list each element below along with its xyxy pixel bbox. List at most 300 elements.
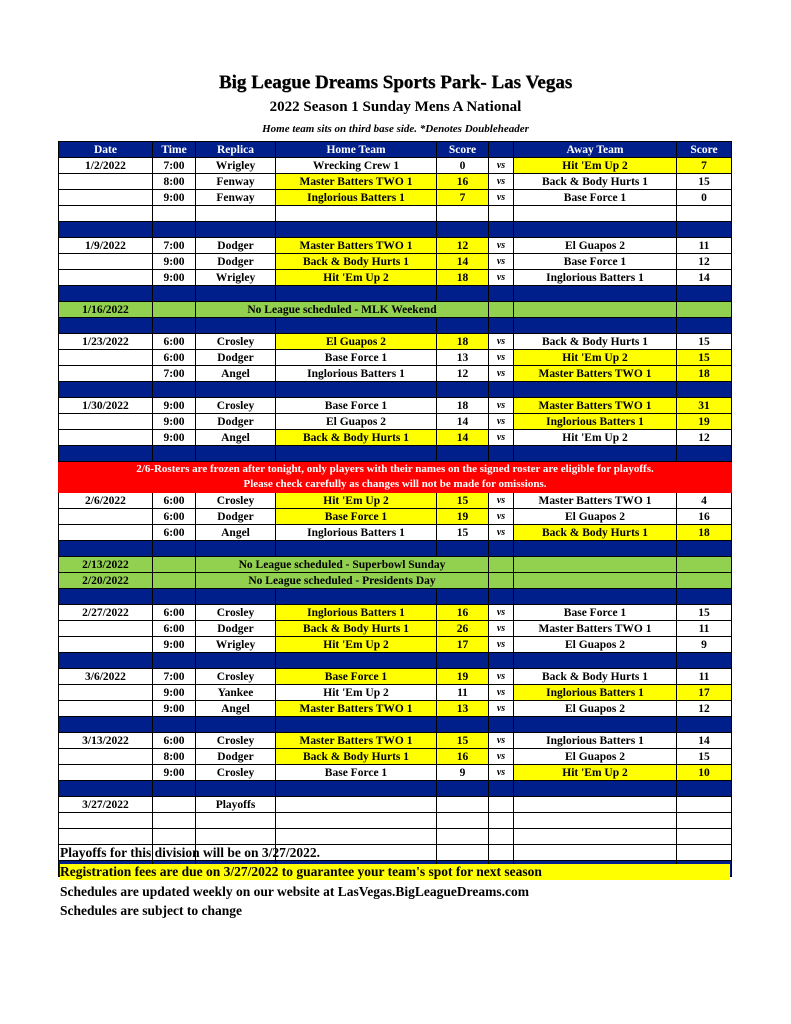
separator-cell bbox=[514, 781, 677, 797]
away-team: El Guapos 2 bbox=[514, 238, 677, 254]
vs-label: vs bbox=[489, 509, 514, 525]
separator-cell bbox=[677, 222, 732, 238]
no-league-score bbox=[677, 573, 732, 589]
away-score: 12 bbox=[677, 430, 732, 446]
game-row bbox=[59, 174, 732, 190]
separator-cell bbox=[677, 286, 732, 302]
game-date bbox=[59, 414, 153, 430]
game-date: 3/6/2022 bbox=[59, 669, 153, 685]
game-time: 7:00 bbox=[153, 158, 196, 174]
home-team: Base Force 1 bbox=[276, 350, 437, 366]
schedule-table bbox=[58, 141, 732, 877]
away-score: 12 bbox=[677, 701, 732, 717]
home-score: 26 bbox=[437, 621, 489, 637]
separator-cell bbox=[677, 446, 732, 462]
game-row bbox=[59, 158, 732, 174]
vs-label: vs bbox=[489, 414, 514, 430]
away-team: Master Batters TWO 1 bbox=[514, 621, 677, 637]
separator-cell bbox=[153, 541, 196, 557]
separator-cell bbox=[276, 382, 437, 398]
home-team: Back & Body Hurts 1 bbox=[276, 254, 437, 270]
separator-cell bbox=[276, 541, 437, 557]
playoff-date: 3/27/2022 bbox=[59, 797, 153, 813]
playoff-row bbox=[59, 797, 732, 813]
playoff-empty-cell bbox=[514, 797, 677, 813]
separator-cell bbox=[153, 222, 196, 238]
separator-cell bbox=[437, 717, 489, 733]
separator-row bbox=[59, 653, 732, 669]
vs-label: vs bbox=[489, 158, 514, 174]
away-score: 16 bbox=[677, 509, 732, 525]
game-replica: Crosley bbox=[196, 733, 276, 749]
separator-cell bbox=[59, 318, 153, 334]
separator-row bbox=[59, 318, 732, 334]
blank-cell bbox=[677, 206, 732, 222]
home-score: 13 bbox=[437, 350, 489, 366]
separator-cell bbox=[514, 318, 677, 334]
away-team: El Guapos 2 bbox=[514, 637, 677, 653]
vs-label: vs bbox=[489, 637, 514, 653]
game-replica: Fenway bbox=[196, 190, 276, 206]
game-date: 1/30/2022 bbox=[59, 398, 153, 414]
separator-cell bbox=[514, 222, 677, 238]
away-score: 4 bbox=[677, 493, 732, 509]
no-league-away bbox=[514, 557, 677, 573]
no-league-row bbox=[59, 573, 732, 589]
vs-label: vs bbox=[489, 270, 514, 286]
away-score: 15 bbox=[677, 749, 732, 765]
footer-website-note: Schedules are updated weekly on our website at LasVegas.BigLeagueDreams.com bbox=[60, 884, 530, 899]
separator-cell bbox=[59, 589, 153, 605]
vs-label: vs bbox=[489, 733, 514, 749]
home-score: 15 bbox=[437, 733, 489, 749]
game-date: 1/23/2022 bbox=[59, 334, 153, 350]
game-row bbox=[59, 765, 732, 781]
separator-cell bbox=[489, 446, 514, 462]
separator-cell bbox=[677, 717, 732, 733]
no-league-time bbox=[153, 573, 196, 589]
home-team: Base Force 1 bbox=[276, 509, 437, 525]
blank-cell bbox=[514, 206, 677, 222]
game-replica: Dodger bbox=[196, 414, 276, 430]
blank-cell bbox=[153, 813, 196, 829]
game-row bbox=[59, 366, 732, 382]
game-replica: Crosley bbox=[196, 398, 276, 414]
game-row bbox=[59, 493, 732, 509]
game-replica: Crosley bbox=[196, 605, 276, 621]
vs-label: vs bbox=[489, 493, 514, 509]
header-away-team: Away Team bbox=[514, 142, 677, 158]
game-row bbox=[59, 605, 732, 621]
blank-cell bbox=[437, 829, 489, 845]
game-replica: Crosley bbox=[196, 493, 276, 509]
home-team: Hit 'Em Up 2 bbox=[276, 685, 437, 701]
separator-cell bbox=[153, 781, 196, 797]
blank-cell bbox=[677, 813, 732, 829]
away-score: 0 bbox=[677, 190, 732, 206]
home-score: 14 bbox=[437, 430, 489, 446]
header-home-team: Home Team bbox=[276, 142, 437, 158]
away-team: Inglorious Batters 1 bbox=[514, 733, 677, 749]
blank-row bbox=[59, 829, 732, 845]
separator-cell bbox=[196, 222, 276, 238]
game-date bbox=[59, 509, 153, 525]
home-score: 15 bbox=[437, 493, 489, 509]
away-score: 10 bbox=[677, 765, 732, 781]
game-time: 8:00 bbox=[153, 174, 196, 190]
vs-label: vs bbox=[489, 190, 514, 206]
blank-cell bbox=[196, 829, 276, 845]
home-score: 16 bbox=[437, 174, 489, 190]
away-team: Inglorious Batters 1 bbox=[514, 270, 677, 286]
separator-cell bbox=[196, 589, 276, 605]
away-score: 11 bbox=[677, 669, 732, 685]
game-row bbox=[59, 398, 732, 414]
separator-cell bbox=[677, 318, 732, 334]
separator-cell bbox=[514, 541, 677, 557]
game-date bbox=[59, 749, 153, 765]
separator-cell bbox=[153, 717, 196, 733]
no-league-row bbox=[59, 302, 732, 318]
header-row bbox=[59, 142, 732, 158]
blank-cell bbox=[276, 206, 437, 222]
away-team: Hit 'Em Up 2 bbox=[514, 765, 677, 781]
blank-cell bbox=[153, 206, 196, 222]
blank-cell bbox=[276, 813, 437, 829]
away-team: El Guapos 2 bbox=[514, 701, 677, 717]
game-row bbox=[59, 334, 732, 350]
separator-cell bbox=[489, 781, 514, 797]
home-score: 18 bbox=[437, 334, 489, 350]
game-time: 9:00 bbox=[153, 398, 196, 414]
separator-cell bbox=[153, 382, 196, 398]
away-score: 9 bbox=[677, 637, 732, 653]
game-date bbox=[59, 430, 153, 446]
header-time: Time bbox=[153, 142, 196, 158]
game-replica: Dodger bbox=[196, 350, 276, 366]
roster-alert-line-1: 2/6-Rosters are frozen after tonight, only players with their names on the signed roster are eligible for playoffs. bbox=[136, 463, 654, 475]
separator-cell bbox=[276, 781, 437, 797]
game-date: 1/9/2022 bbox=[59, 238, 153, 254]
game-replica: Wrigley bbox=[196, 270, 276, 286]
separator-row bbox=[59, 589, 732, 605]
home-team: Master Batters TWO 1 bbox=[276, 174, 437, 190]
blank-cell bbox=[437, 845, 489, 861]
vs-label: vs bbox=[489, 749, 514, 765]
separator-row bbox=[59, 717, 732, 733]
separator-cell bbox=[153, 318, 196, 334]
away-score: 18 bbox=[677, 525, 732, 541]
home-team: Hit 'Em Up 2 bbox=[276, 270, 437, 286]
blank-cell bbox=[196, 206, 276, 222]
away-score: 15 bbox=[677, 605, 732, 621]
separator-cell bbox=[59, 222, 153, 238]
game-date bbox=[59, 621, 153, 637]
home-team: Base Force 1 bbox=[276, 398, 437, 414]
home-team: Inglorious Batters 1 bbox=[276, 190, 437, 206]
away-score: 15 bbox=[677, 174, 732, 190]
game-time: 6:00 bbox=[153, 605, 196, 621]
game-time: 7:00 bbox=[153, 366, 196, 382]
roster-alert-line-2: Please check carefully as changes will not be made for omissions. bbox=[243, 478, 547, 490]
footer-change-note: Schedules are subject to change bbox=[60, 903, 242, 918]
separator-cell bbox=[196, 286, 276, 302]
game-row bbox=[59, 190, 732, 206]
away-team: Master Batters TWO 1 bbox=[514, 493, 677, 509]
roster-alert-row bbox=[59, 462, 732, 493]
game-row bbox=[59, 525, 732, 541]
footer-playoffs-note: Playoffs for this division will be on 3/27/2022. bbox=[60, 845, 321, 860]
game-replica: Wrigley bbox=[196, 637, 276, 653]
header-away-score: Score bbox=[677, 142, 732, 158]
away-team: Hit 'Em Up 2 bbox=[514, 430, 677, 446]
game-time: 9:00 bbox=[153, 765, 196, 781]
separator-cell bbox=[437, 653, 489, 669]
separator-cell bbox=[489, 286, 514, 302]
game-date bbox=[59, 685, 153, 701]
game-row bbox=[59, 509, 732, 525]
vs-label: vs bbox=[489, 174, 514, 190]
game-date bbox=[59, 701, 153, 717]
vs-label: vs bbox=[489, 701, 514, 717]
separator-cell bbox=[514, 382, 677, 398]
game-replica: Angel bbox=[196, 366, 276, 382]
home-team: Back & Body Hurts 1 bbox=[276, 430, 437, 446]
vs-label: vs bbox=[489, 334, 514, 350]
game-time: 6:00 bbox=[153, 350, 196, 366]
game-time: 9:00 bbox=[153, 701, 196, 717]
separator-row bbox=[59, 222, 732, 238]
home-score: 18 bbox=[437, 398, 489, 414]
separator-cell bbox=[196, 318, 276, 334]
game-time: 7:00 bbox=[153, 669, 196, 685]
away-team: Inglorious Batters 1 bbox=[514, 414, 677, 430]
blank-cell bbox=[489, 829, 514, 845]
home-team: Inglorious Batters 1 bbox=[276, 366, 437, 382]
separator-cell bbox=[196, 382, 276, 398]
game-date: 2/27/2022 bbox=[59, 605, 153, 621]
vs-label: vs bbox=[489, 350, 514, 366]
game-time: 6:00 bbox=[153, 334, 196, 350]
home-team: Master Batters TWO 1 bbox=[276, 701, 437, 717]
separator-cell bbox=[489, 589, 514, 605]
home-score: 16 bbox=[437, 749, 489, 765]
separator-cell bbox=[59, 286, 153, 302]
footer-registration-note: Registration fees are due on 3/27/2022 to guarantee your team's spot for next season bbox=[60, 864, 730, 880]
game-date bbox=[59, 765, 153, 781]
away-team: El Guapos 2 bbox=[514, 749, 677, 765]
separator-cell bbox=[153, 446, 196, 462]
separator-cell bbox=[437, 541, 489, 557]
game-time: 6:00 bbox=[153, 733, 196, 749]
away-score: 31 bbox=[677, 398, 732, 414]
separator-cell bbox=[437, 318, 489, 334]
no-league-score bbox=[677, 557, 732, 573]
vs-label: vs bbox=[489, 621, 514, 637]
separator-cell bbox=[677, 653, 732, 669]
no-league-vs bbox=[489, 557, 514, 573]
vs-label: vs bbox=[489, 669, 514, 685]
blank-cell bbox=[59, 813, 153, 829]
separator-cell bbox=[59, 653, 153, 669]
home-team: Back & Body Hurts 1 bbox=[276, 621, 437, 637]
header-replica: Replica bbox=[196, 142, 276, 158]
vs-label: vs bbox=[489, 685, 514, 701]
separator-cell bbox=[514, 286, 677, 302]
separator-row bbox=[59, 446, 732, 462]
home-team: Hit 'Em Up 2 bbox=[276, 637, 437, 653]
separator-cell bbox=[514, 653, 677, 669]
home-score: 16 bbox=[437, 605, 489, 621]
away-score: 15 bbox=[677, 334, 732, 350]
game-row bbox=[59, 637, 732, 653]
game-replica: Angel bbox=[196, 701, 276, 717]
game-row bbox=[59, 621, 732, 637]
no-league-vs bbox=[489, 302, 514, 318]
no-league-vs bbox=[489, 573, 514, 589]
separator-cell bbox=[489, 382, 514, 398]
schedule-body bbox=[59, 158, 732, 877]
blank-cell bbox=[59, 829, 153, 845]
away-team: Back & Body Hurts 1 bbox=[514, 174, 677, 190]
playoff-time bbox=[153, 797, 196, 813]
game-time: 9:00 bbox=[153, 685, 196, 701]
away-team: Hit 'Em Up 2 bbox=[514, 158, 677, 174]
game-replica: Crosley bbox=[196, 334, 276, 350]
blank-row bbox=[59, 813, 732, 829]
game-time: 6:00 bbox=[153, 493, 196, 509]
game-row bbox=[59, 430, 732, 446]
home-team: Master Batters TWO 1 bbox=[276, 733, 437, 749]
home-score: 15 bbox=[437, 525, 489, 541]
no-league-score bbox=[677, 302, 732, 318]
separator-cell bbox=[196, 717, 276, 733]
page-title: Big League Dreams Sports Park- Las Vegas bbox=[218, 72, 573, 93]
away-score: 7 bbox=[677, 158, 732, 174]
playoff-label: Playoffs bbox=[196, 797, 276, 813]
separator-cell bbox=[489, 318, 514, 334]
blank-cell bbox=[153, 829, 196, 845]
away-team: Master Batters TWO 1 bbox=[514, 398, 677, 414]
game-replica: Wrigley bbox=[196, 158, 276, 174]
separator-cell bbox=[437, 589, 489, 605]
separator-cell bbox=[276, 318, 437, 334]
game-date bbox=[59, 525, 153, 541]
game-row bbox=[59, 254, 732, 270]
game-replica: Dodger bbox=[196, 238, 276, 254]
game-row bbox=[59, 270, 732, 286]
home-score: 12 bbox=[437, 238, 489, 254]
game-replica: Fenway bbox=[196, 174, 276, 190]
separator-cell bbox=[196, 653, 276, 669]
page-subtitle: 2022 Season 1 Sunday Mens A National bbox=[269, 99, 522, 115]
game-row bbox=[59, 669, 732, 685]
vs-label: vs bbox=[489, 398, 514, 414]
game-date bbox=[59, 254, 153, 270]
game-replica: Yankee bbox=[196, 685, 276, 701]
home-score: 18 bbox=[437, 270, 489, 286]
no-league-message: No League scheduled - Presidents Day bbox=[196, 573, 489, 589]
home-score: 9 bbox=[437, 765, 489, 781]
home-score: 14 bbox=[437, 254, 489, 270]
game-time: 9:00 bbox=[153, 270, 196, 286]
home-score: 17 bbox=[437, 637, 489, 653]
separator-cell bbox=[677, 589, 732, 605]
home-team: Wrecking Crew 1 bbox=[276, 158, 437, 174]
separator-cell bbox=[196, 446, 276, 462]
game-row bbox=[59, 701, 732, 717]
playoff-empty-cell bbox=[677, 797, 732, 813]
game-row bbox=[59, 685, 732, 701]
separator-cell bbox=[59, 781, 153, 797]
blank-cell bbox=[437, 813, 489, 829]
roster-alert-message bbox=[59, 462, 732, 493]
no-league-date: 2/13/2022 bbox=[59, 557, 153, 573]
vs-label: vs bbox=[489, 430, 514, 446]
separator-cell bbox=[59, 446, 153, 462]
separator-cell bbox=[489, 222, 514, 238]
game-replica: Angel bbox=[196, 525, 276, 541]
away-team: Base Force 1 bbox=[514, 605, 677, 621]
game-row bbox=[59, 238, 732, 254]
away-team: Hit 'Em Up 2 bbox=[514, 350, 677, 366]
blank-cell bbox=[677, 829, 732, 845]
separator-cell bbox=[153, 653, 196, 669]
vs-label: vs bbox=[489, 765, 514, 781]
separator-cell bbox=[276, 446, 437, 462]
separator-cell bbox=[514, 589, 677, 605]
header-home-score: Score bbox=[437, 142, 489, 158]
separator-cell bbox=[514, 717, 677, 733]
home-score: 0 bbox=[437, 158, 489, 174]
away-score: 12 bbox=[677, 254, 732, 270]
game-date bbox=[59, 366, 153, 382]
game-replica: Angel bbox=[196, 430, 276, 446]
vs-label: vs bbox=[489, 605, 514, 621]
away-team: El Guapos 2 bbox=[514, 509, 677, 525]
no-league-time bbox=[153, 302, 196, 318]
home-team: Master Batters TWO 1 bbox=[276, 238, 437, 254]
separator-cell bbox=[437, 382, 489, 398]
home-score: 19 bbox=[437, 509, 489, 525]
away-team: Base Force 1 bbox=[514, 254, 677, 270]
game-date: 2/6/2022 bbox=[59, 493, 153, 509]
playoff-empty-cell bbox=[437, 797, 489, 813]
separator-cell bbox=[489, 653, 514, 669]
no-league-away bbox=[514, 573, 677, 589]
separator-cell bbox=[677, 541, 732, 557]
home-score: 7 bbox=[437, 190, 489, 206]
separator-cell bbox=[276, 717, 437, 733]
game-replica: Crosley bbox=[196, 765, 276, 781]
game-time: 6:00 bbox=[153, 525, 196, 541]
separator-cell bbox=[437, 446, 489, 462]
home-score: 12 bbox=[437, 366, 489, 382]
blank-cell bbox=[437, 206, 489, 222]
blank-cell bbox=[489, 845, 514, 861]
separator-cell bbox=[276, 286, 437, 302]
game-row bbox=[59, 749, 732, 765]
blank-row bbox=[59, 206, 732, 222]
home-score: 13 bbox=[437, 701, 489, 717]
home-team: Back & Body Hurts 1 bbox=[276, 749, 437, 765]
game-replica: Dodger bbox=[196, 509, 276, 525]
home-team: Base Force 1 bbox=[276, 669, 437, 685]
no-league-message: No League scheduled - MLK Weekend bbox=[196, 302, 489, 318]
separator-row bbox=[59, 286, 732, 302]
game-replica: Crosley bbox=[196, 669, 276, 685]
separator-cell bbox=[677, 382, 732, 398]
